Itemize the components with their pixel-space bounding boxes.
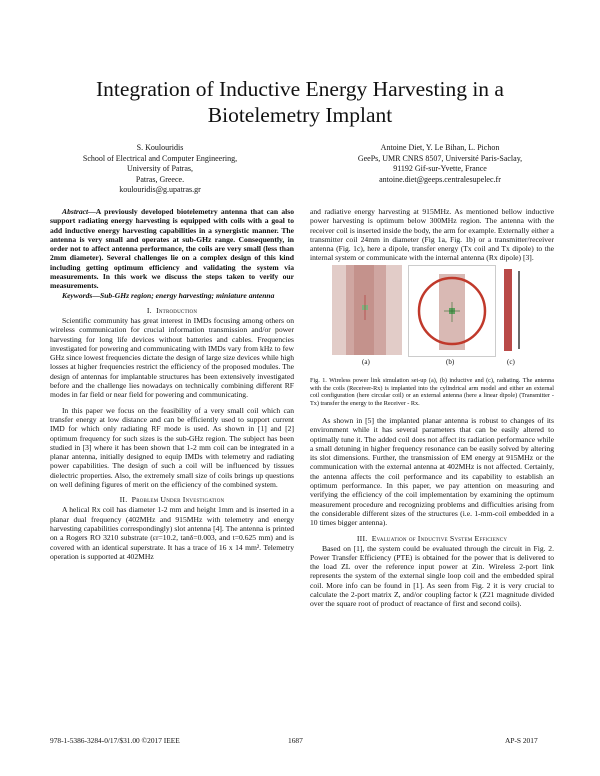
author-name: S. Koulouridis xyxy=(136,143,184,152)
figure-panel-c xyxy=(500,265,526,355)
abstract-text: —A previously developed biotelemetry antenna that can also support radiating energy harvesting is equipped with coils with a goal to add inductive energy harvesting capabilities in a synergistic manner. The antenna is very small and operates at sub-GHz range. Consequently, in order not to affect antenna performance, the coils are very small (less than 2mm diameter). Several challenges lie on a complex design of this kind including getting optimum efficiency and validating the system via measurements. In this work we discuss the steps taken to verify our measurements. xyxy=(50,207,294,291)
author-affiliation: School of Electrical and Computer Engineering, xyxy=(82,153,238,163)
figure-1 xyxy=(310,265,554,373)
section-heading-problem: II. Problem Under Investigation xyxy=(119,495,225,505)
evaluation-paragraph: Based on [1], the system could be evaluated through the circuit in Fig. 2. Power Transfer Efficiency (PTE) is obtained for the power that is delivered to the load ZL over the reference input power at Zin. Wireless 2-port link represents the system of the external single loop coil and the embedded spiral coil. More info can be found in [1]. As seen from Fig. 2 it is very crucial to calculate the 2-port matrix Z, and/or coupling factor k (Z21 magnitude divided over the square root of product of reactance of first and second coils). xyxy=(310,543,554,609)
author-email: koulouridis@g.upatras.gr xyxy=(119,185,201,194)
author-block-2 xyxy=(325,143,555,185)
abstract xyxy=(50,207,294,291)
figure-label-a: (a) xyxy=(362,357,370,366)
right-paragraph-1: and radiative energy harvesting at 915MHz. As mentioned bellow inductive power harvesting is optimum below 300MHz region. The antenna with the receiver coil is inserted inside the body, the arm for example. Externally either a transmitter coil 24mm in diameter (Fig 1a, Fig. 1b) or a transmitter/receiver antenna (Fig. 1c), here a dipole, transfer energy (Tx coil and Tx dipole) to the internal system or communicate with the internal antenna (Rx dipole) [3]. xyxy=(310,207,554,263)
author-affiliation: 91192 Gif-sur-Yvette, France xyxy=(393,164,487,173)
keywords xyxy=(50,291,294,300)
abstract-label: Abstract xyxy=(62,207,89,216)
keywords-label: Keywords xyxy=(62,290,93,300)
author-name: Antoine Diet, Y. Le Bihan, L. Pichon xyxy=(380,143,500,152)
figure-label-b: (b) xyxy=(446,357,455,366)
arm-model-image xyxy=(332,265,402,355)
intro-paragraph-1: Scientific community has great interest in IMDs focusing among others on wireless communication for crucial information transmission and/or power harvesting for long life devices without batteries and cables. Frequencies investigated for powering and communicating with IMDs vary from kHz to few GHz since lowest frequencies dictate the design of large size devices while high losses at higher frequencies restrict the efficiency of the proposed modules. The design of antennas for implantable structures has been extensively investigated before and the challenge lies nowadays on technically combining different RF modes in far field or near field for powering and communicating. xyxy=(50,315,294,400)
figure-panel-a xyxy=(332,265,402,355)
keywords-text: —Sub-GHz region; energy harvesting; miniature antenna xyxy=(92,290,275,300)
author-affiliation: GeePs, UMR CNRS 8507, Université Paris-Saclay, xyxy=(357,153,523,163)
coil-configuration-image xyxy=(409,266,495,356)
left-column xyxy=(50,207,294,561)
footer-isbn: 978-1-5386-3284-0/17/$31.00 ©2017 IEEE xyxy=(50,736,180,745)
author-email: antoine.diet@geeps.centralesupelec.fr xyxy=(379,174,501,184)
right-column xyxy=(310,207,554,609)
section-heading-introduction: I. Introduction xyxy=(146,305,198,315)
dipole-configuration-image xyxy=(500,265,526,355)
figure-label-c: (c) xyxy=(507,357,515,366)
figure-caption: Fig. 1. Wireless power link simulation set-up (a), (b) inductive and (c), radiating. The antenna with the coils (Receiver-Rx) is implanted into the cylindrical arm model and either an external coil configuration (here circular coil) or an external antenna (here a linear dipole) (Transmitter -Tx) transfer the energy to the Receiver - Rx. xyxy=(310,376,554,408)
problem-paragraph: A helical Rx coil has diameter 1-2 mm and height 1mm and is inserted in a planar dual frequency (402MHz and 915MHz with telemetry and energy harvesting capabilities correspondingly) slot antenna [4]. The antenna is printed on a Rogers RO 3210 substrate (εr=10.2, tanδ=0.003, and t=0.625 mm) and is covered with an identical superstrate. It has a trace of 16 x 14 mm². Telemetry operation is supported at 402MHz xyxy=(50,505,294,561)
footer-conference: AP-S 2017 xyxy=(505,736,538,745)
author-affiliation: Patras, Greece. xyxy=(135,174,185,184)
author-block-1 xyxy=(55,143,265,196)
footer-page-number: 1687 xyxy=(288,736,303,745)
paper-title: Integration of Inductive Energy Harvesting in a Biotelemetry Implant xyxy=(96,77,504,127)
section-heading-evaluation: III. Evaluation of Inductive System Efficiency xyxy=(356,533,508,543)
right-paragraph-2: As shown in [5] the implanted planar antenna is robust to changes of its environment while it has several parameters that can be easily altered to optimally tune it. The added coil does not affect its radiation performance while a small detuning in higher frequency resonance can be easily solved by altering its slot dimensions. Further, the transmission of EM energy at 915MHz or the communication with the external antenna at 402MHz is not affected. Certainly, the antenna affects the coil performance and its capability to establish an optimum performance. In this paper, we pay attention on measuring and verifying the efficiency of the coil implementation by examining the optimum measurement procedure and recognizing problems and difficulties arising from the considerable different sizes of the structures (i.e. 1-mm-coil embedded in a 10 times bigger antenna). xyxy=(310,415,554,528)
author-affiliation: University of Patras, xyxy=(127,164,193,173)
intro-paragraph-2: In this paper we focus on the feasibility of a very small coil which can transfer energy at low distance and can be efficiently used to support current IMD for which only radiating RF mode is used. As shown in [1] and [2] optimum frequency for such sizes is the sub-GHz region. The subject has been studied in [3] where it has been shown that 1-2 mm coil can be integrated in a planar antenna, initially designed to equip IMDs with telemetry and radiating power capabilities. The design of such a coil will be influenced by tissues dielectric properties. Also, the extremely small size of coils brings up questions on well defining figures of merit on the efficiency of the combined system. xyxy=(50,405,294,490)
figure-panel-b xyxy=(408,265,496,357)
